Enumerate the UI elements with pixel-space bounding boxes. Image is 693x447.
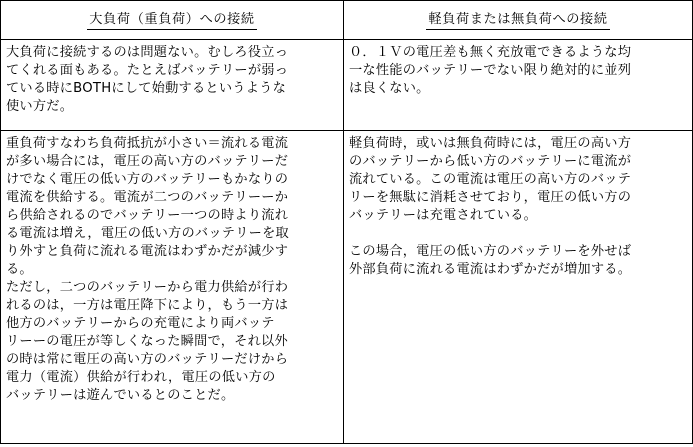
table-row (1, 40, 693, 131)
light-load-detail-text: 軽負荷時，或いは無負荷時には，電圧の高い方 のバッテリーから低い方のバッテリーに電流が 流れている。この電流は電圧の高い方のバッテ リーを無駄に消耗させており，電圧の低い方の バッテリーは充電されている。 この場合，電圧の低い方のバッテリーを外せば 外部負荷に流れる電流はわずかだが増加する。 (349, 136, 632, 277)
light-load-summary-text: ０．１Ｖの電圧差も無く充放電できるような均 一な性能のバッテリーでない限り絶対的に並列 は良くない。 (349, 45, 632, 96)
cell-heavy-load-summary (1, 40, 344, 131)
header-cell-heavy-load (1, 1, 344, 40)
cell-light-load-detail (344, 131, 693, 444)
header-heavy-load: 大負荷（重負荷）への接続 (87, 11, 256, 30)
header-light-load: 軽負荷または無負荷への接続 (426, 11, 609, 30)
table-header-row (1, 1, 693, 40)
heavy-load-summary-text: 大負荷に接続するのは問題ない。むしろ役立っ てくれる面もある。たとえばバッテリーが弱っ ている時にBOTHにして始動するというような 使い方だ。 (6, 45, 289, 114)
header-cell-light-load (344, 1, 693, 40)
cell-light-load-summary (344, 40, 693, 131)
cell-heavy-load-detail (1, 131, 344, 444)
table-row (1, 131, 693, 444)
heavy-load-detail-text: 重負荷すなわち負荷抵抗が小さい＝流れる電流 が多い場合には，電圧の高い方のバッテリーだ けでなく電圧の低い方のバッテリーもかなりの 電流を供給する。電流が二つのバッテリーーか ら供給されるのでバッテリー一つの時より流れ る電流は増え，電圧の低い方のバッテリーを取 り外すと負荷に流れる電流はわずかだが減少す る。 ただし，二つのバッテリーから電力供給が行わ れるのは，一方は電圧降下により，もう一方は 他方のバッテリーからの充電により両バッテ リーーの電圧が等しくなった瞬間で，それ以外 の時は常に電圧の高い方のバッテリーだけから 電力（電流）供給が行われ，電圧の低い方の バッテリーは遊んでいるとのことだ。 (6, 136, 289, 403)
